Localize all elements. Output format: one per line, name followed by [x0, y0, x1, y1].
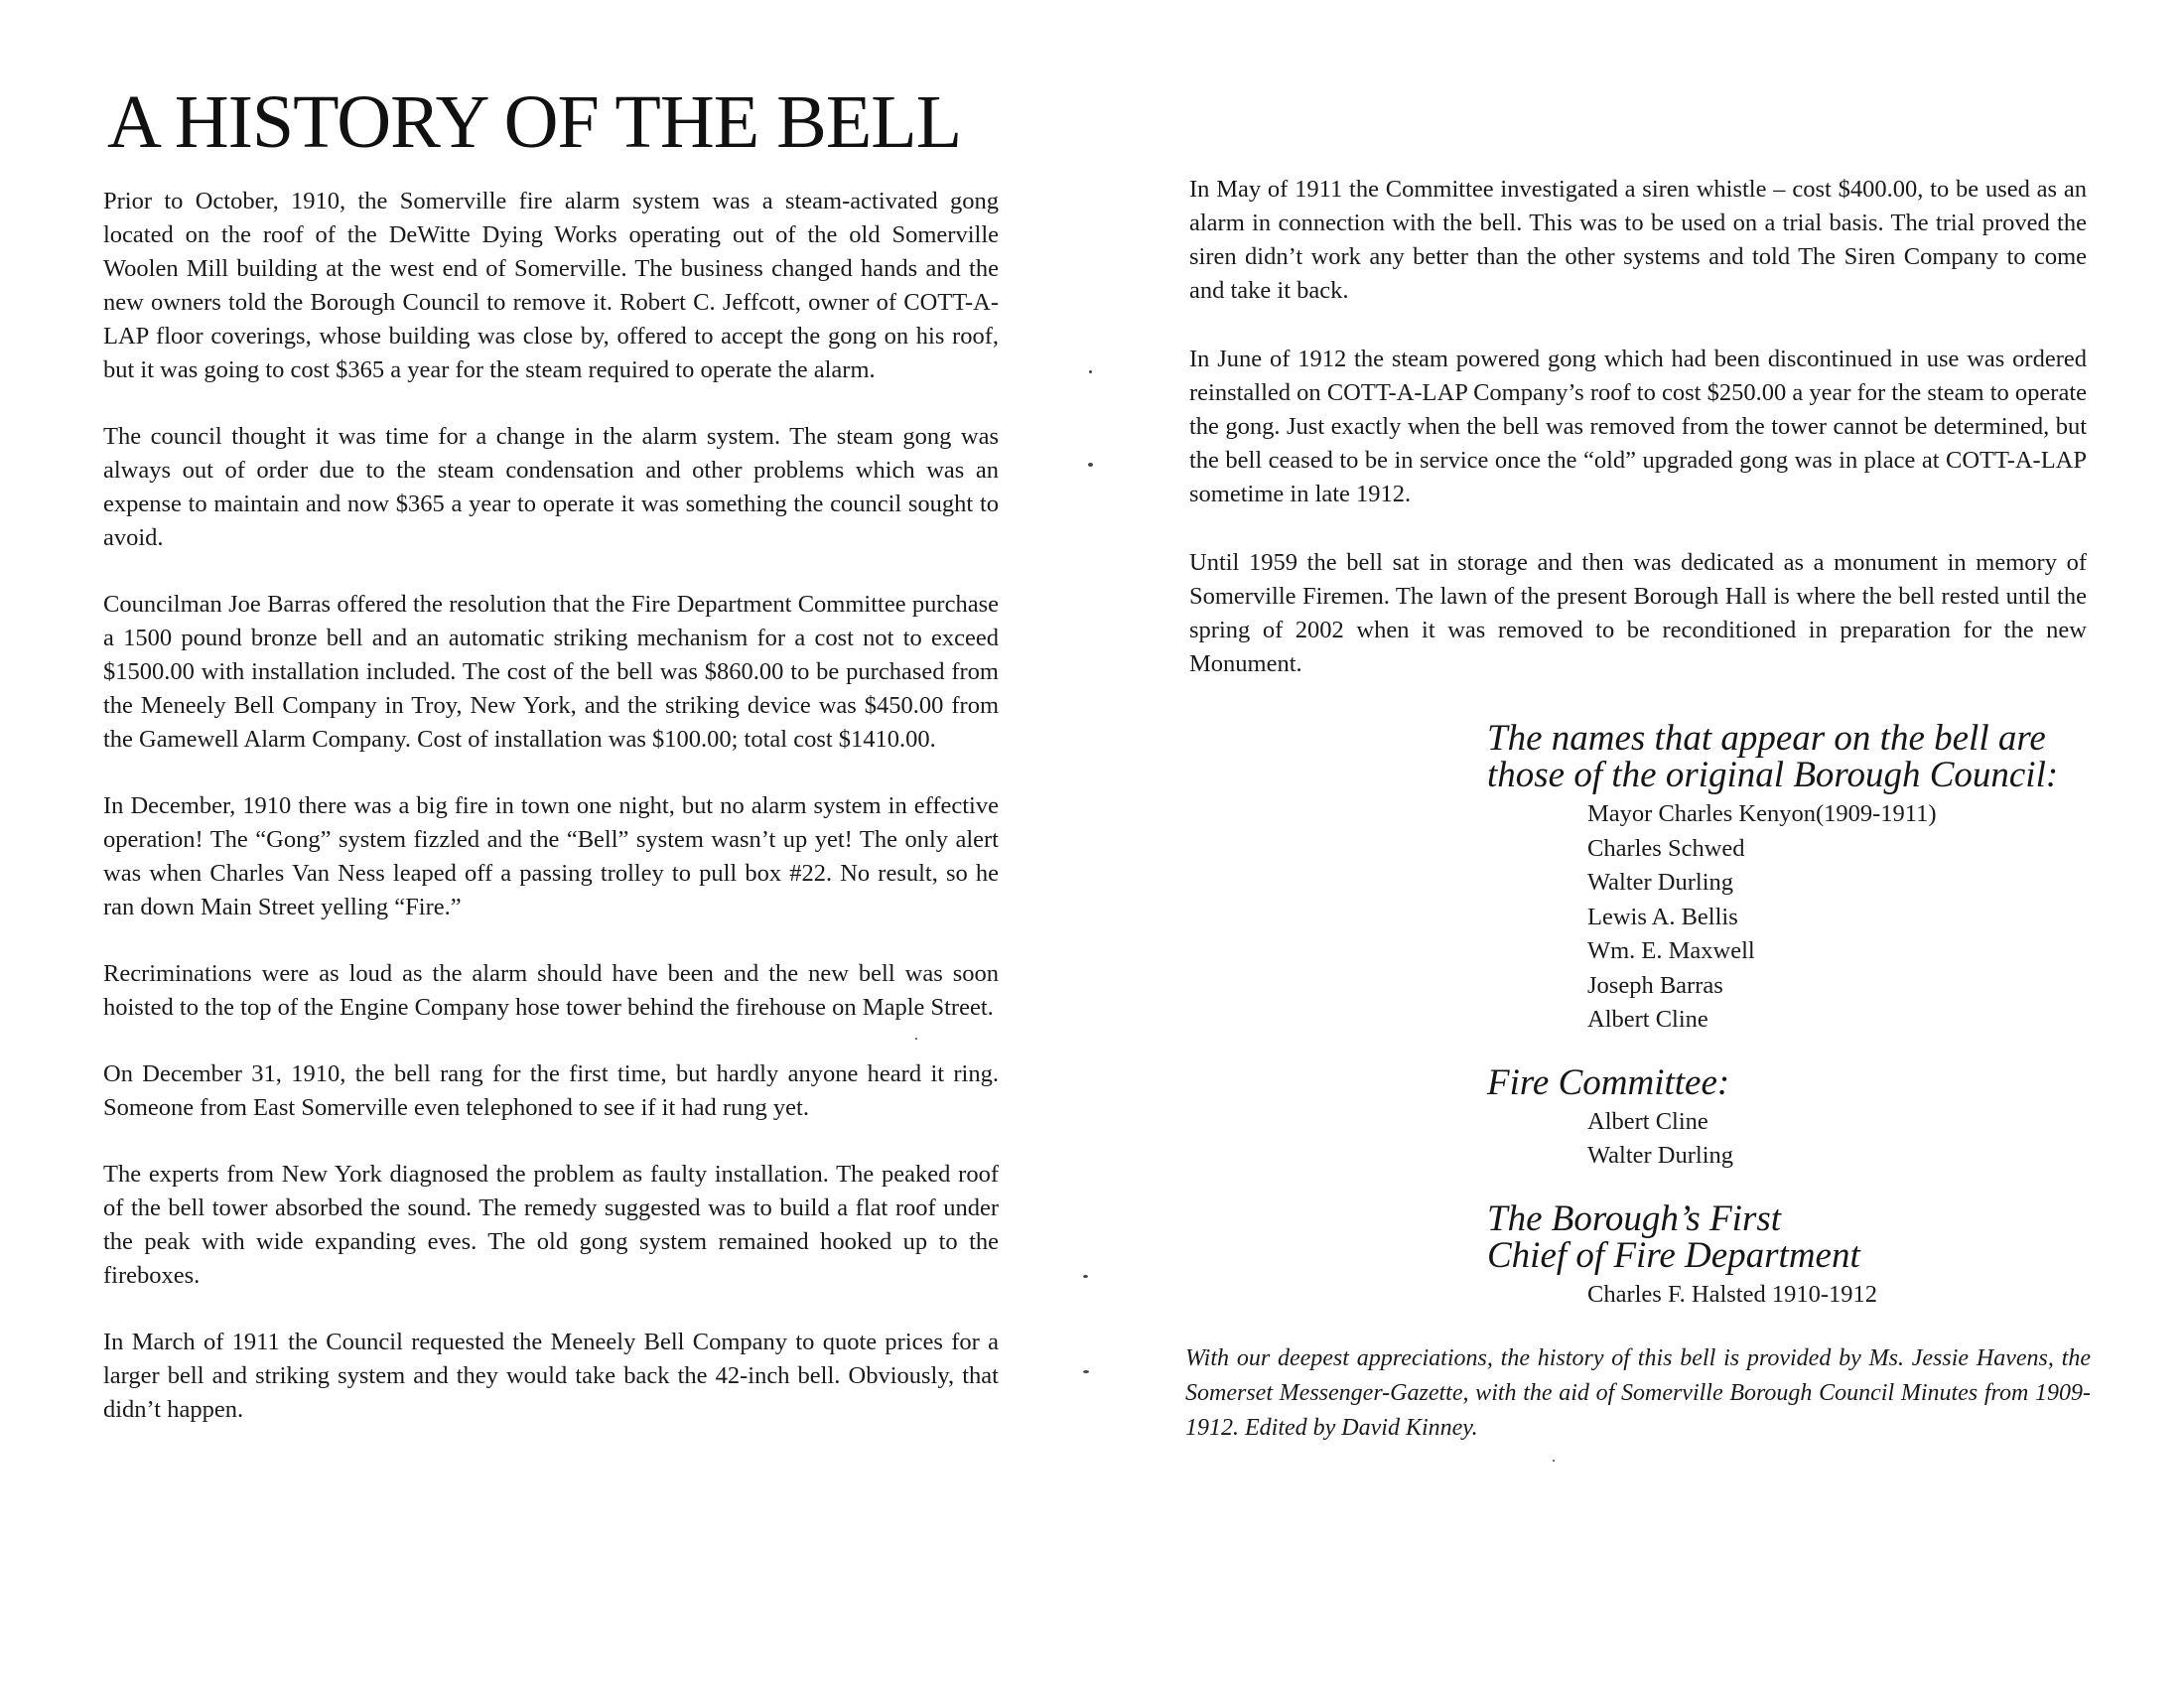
paragraph: In May of 1911 the Committee investigated a siren whistle – cost $400.00, to be used as an alarm in connection with the bell. This was to be used on a trial basis. The trial proved the siren didn’t work any better than the other systems and told The Siren Company to come and take it back.: [1189, 176, 2087, 304]
list-item: Walter Durling: [1587, 869, 1734, 896]
council-list: [1487, 797, 2103, 1038]
scan-speck: [1553, 1460, 1555, 1462]
council-heading-line: The names that appear on the bell are: [1487, 718, 2046, 759]
paragraph: In March of 1911 the Council requested the Meneely Bell Company to quote prices for a larger bell and striking system and they would take back the 42-inch bell. Obviously, that didn’t happen.: [103, 1329, 999, 1423]
paragraph: Prior to October, 1910, the Somerville fire alarm system was a steam-activated gong located on the roof of the DeWitte Dying Works operating out of the old Somerville Woolen Mill building at the west end of Somerville. The business changed hands and the new owners told the Borough Council to remove it. Robert C. Jeffcott, owner of COTT-A-LAP floor coverings, whose building was close by, offered to accept the gong on his roof, but it was going to cost $365 a year for the steam required to operate the alarm.: [103, 188, 999, 383]
committee-heading: Fire Committee:: [1487, 1061, 1730, 1103]
council-heading-line: those of the original Borough Council:: [1487, 755, 2059, 795]
list-item: Joseph Barras: [1587, 971, 1723, 999]
list-item: Lewis A. Bellis: [1587, 903, 1738, 930]
list-item: Albert Cline: [1587, 1107, 1708, 1135]
council-group: [1487, 720, 2103, 1038]
chief-heading: [1487, 1197, 2103, 1276]
committee-list: [1487, 1105, 2103, 1174]
paragraph: Councilman Joe Barras offered the resolution that the Fire Department Committee purchase a 1500 pound bronze bell and an automatic striking mechanism for a cost not to exceed $1500.00 with installation included. The cost of the bell was $860.00 to be purchased from the Meneely Bell Company in Troy, New York, and the striking device was $450.00 from the Gamewell Alarm Company. Cost of installation was $100.00; total cost $1410.00.: [103, 591, 999, 753]
acknowledgement: With our deepest appreciations, the history of this bell is provided by Ms. Jessie Havens, the Somerset Messenger-Gazette, with the aid of Somerville Borough Council Minutes from 1909-1912. Edited by David Kinney.: [1185, 1345, 2091, 1441]
scan-speck: [1083, 1370, 1089, 1373]
committee-group: [1487, 1061, 2103, 1174]
council-heading: [1487, 720, 2103, 793]
chief-list: [1487, 1278, 2103, 1313]
list-item: Charles Schwed: [1587, 834, 1745, 862]
list-item: Mayor Charles Kenyon(1909-1911): [1587, 800, 1937, 827]
paragraph: Recriminations were as loud as the alarm should have been and the new bell was soon hoisted to the top of the Engine Company hose tower behind the firehouse on Maple Street.: [103, 960, 999, 1021]
paragraph: In June of 1912 the steam powered gong which had been discontinued in use was ordered reinstalled on COTT-A-LAP Company’s roof to cost $250.00 a year for the steam to operate the gong. Just exactly when the bell was removed from the tower cannot be determined, but the bell ceased to be in service once the “old” upgraded gong was in place at COTT-A-LAP sometime in late 1912.: [1189, 346, 2087, 507]
scan-speck: [1083, 1275, 1088, 1278]
paragraph: The council thought it was time for a change in the alarm system. The steam gong was always out of order due to the steam condensation and other problems which was an expense to maintain and now $365 a year to operate it was something the council sought to avoid.: [103, 423, 999, 551]
left-column: [103, 185, 999, 1427]
scan-speck: [915, 1038, 917, 1040]
names-section: [1487, 720, 2103, 1312]
paragraph: Until 1959 the bell sat in storage and then was dedicated as a monument in memory of Somerville Firemen. The lawn of the present Borough Hall is where the bell rested until the spring of 2002 when it was removed to be reconditioned in preparation for the new Monument.: [1189, 549, 2087, 677]
right-column: [1189, 173, 2087, 681]
paragraph: The experts from New York diagnosed the problem as faulty installation. The peaked roof of the bell tower absorbed the sound. The remedy suggested was to build a flat roof under the peak with wide expanding eves. The old gong system remained hooked up to the fireboxes.: [103, 1161, 999, 1289]
chief-group: [1487, 1197, 2103, 1313]
chief-heading-line: Chief of Fire Department: [1487, 1234, 1860, 1276]
list-item: Wm. E. Maxwell: [1587, 937, 1755, 964]
paragraph: In December, 1910 there was a big fire in town one night, but no alarm system in effective operation! The “Gong” system fizzled and the “Bell” system wasn’t up yet! The only alert was when Charles Van Ness leaped off a passing trolley to pull box #22. No result, so he ran down Main Street yelling “Fire.”: [103, 792, 999, 920]
list-item: Albert Cline: [1587, 1006, 1708, 1033]
list-item: Walter Durling: [1587, 1142, 1734, 1169]
list-item: Charles F. Halsted 1910-1912: [1587, 1280, 1878, 1308]
paragraph: On December 31, 1910, the bell rang for the first time, but hardly anyone heard it ring. Someone from East Somerville even telephoned to see if it had rung yet.: [103, 1060, 999, 1121]
scan-speck: [1089, 370, 1092, 373]
chief-heading-line: The Borough’s First: [1487, 1197, 1782, 1239]
page-title: A HISTORY OF THE BELL: [107, 80, 962, 164]
scan-speck: [1088, 463, 1093, 467]
